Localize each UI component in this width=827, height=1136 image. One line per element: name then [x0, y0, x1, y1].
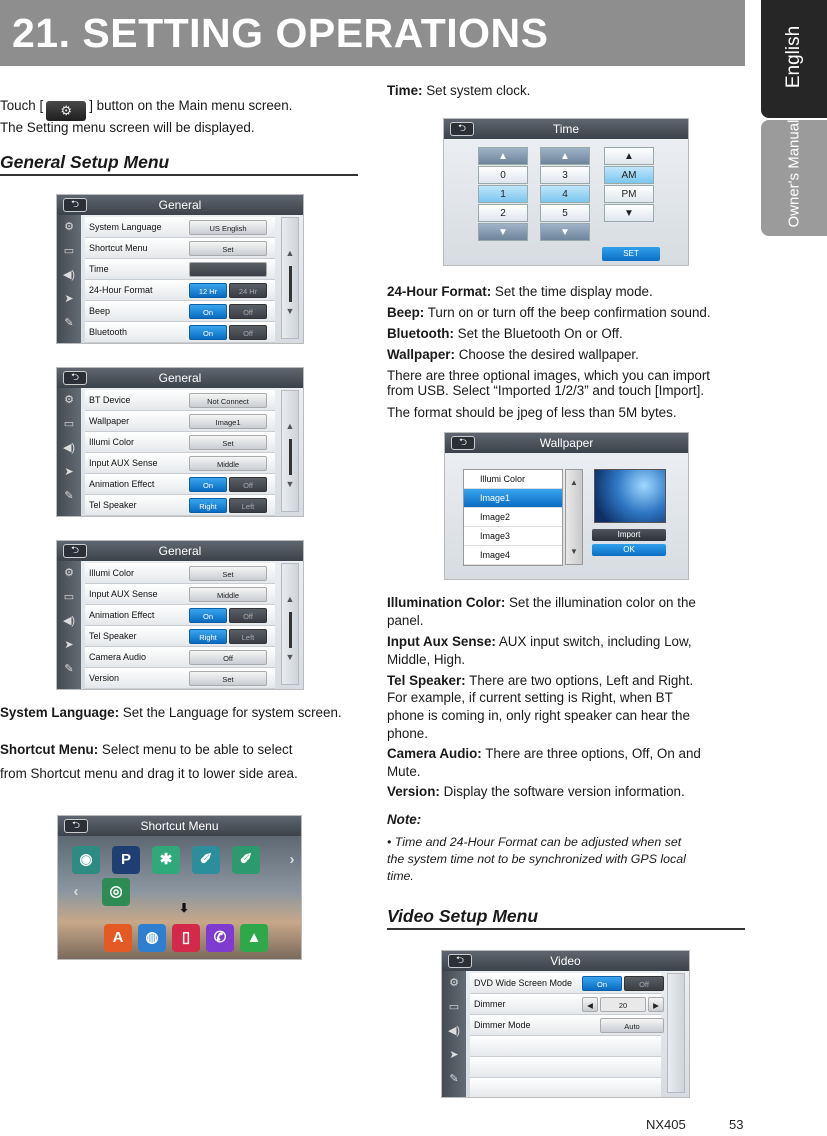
minute-down-icon[interactable]: ▼	[540, 223, 590, 241]
minute-value: 3	[540, 166, 590, 184]
term: Illumination Color:	[387, 595, 506, 610]
minute-value-selected: 4	[540, 185, 590, 203]
back-icon: ⮌	[64, 819, 88, 833]
desc-tel-4: phone.	[387, 726, 428, 741]
screen-header: General	[57, 195, 303, 215]
shortcut-screen	[57, 815, 302, 960]
list-item[interactable]: Image4	[464, 546, 562, 565]
on-toggle[interactable]: On	[189, 608, 227, 623]
on-toggle[interactable]: On	[189, 304, 227, 319]
setting-row[interactable]	[85, 495, 275, 516]
display-icon: ▭	[448, 1001, 460, 1013]
row-label: Wallpaper	[89, 416, 130, 426]
wallpaper-para-1: There are three optional images, which you can import	[387, 368, 711, 383]
gear-icon: ⚙	[64, 221, 74, 233]
definition: AUX input switch, including Low,	[495, 634, 692, 649]
value-button[interactable]: Set	[189, 435, 267, 450]
on-toggle[interactable]: On	[189, 325, 227, 340]
back-icon: ⮌	[63, 544, 87, 558]
term: Tel Speaker:	[387, 673, 466, 688]
row-label: Bluetooth	[89, 327, 128, 337]
general-section-title: General Setup Menu	[0, 152, 170, 172]
wallpaper-screen	[444, 432, 689, 580]
am-value: AM	[604, 166, 654, 184]
value-button[interactable]: Set	[189, 566, 267, 581]
nav-icon: ➤	[449, 1049, 459, 1061]
row-label: 24-Hour Format	[89, 285, 153, 295]
general-screen-1	[56, 194, 304, 344]
value-button[interactable]: Middle	[189, 587, 267, 602]
scroll-thumb	[289, 266, 292, 302]
page-number: 53	[729, 1117, 744, 1132]
empty-row	[470, 1057, 661, 1078]
dimmer-value: 20	[600, 997, 646, 1012]
settings-rows	[470, 973, 661, 1098]
setting-row[interactable]	[85, 280, 275, 301]
decrease-icon[interactable]: ◀	[582, 997, 598, 1012]
on-toggle[interactable]: Right	[189, 498, 227, 513]
note-line-2: the system time not to be synchronized with GPS local	[387, 852, 686, 866]
term: 24-Hour Format:	[387, 284, 492, 299]
back-icon: ⮌	[63, 371, 87, 385]
settings-rows	[85, 217, 275, 343]
globe-icon: ◍	[138, 924, 166, 952]
phone-icon: ✆	[206, 924, 234, 952]
gear-icon: ⚙	[449, 977, 459, 989]
page-title: 21. SETTING OPERATIONS	[12, 10, 549, 56]
setting-row[interactable]	[85, 453, 275, 474]
setting-row[interactable]	[85, 301, 275, 322]
desc-24hour	[387, 282, 653, 301]
model-name: NX405	[646, 1117, 686, 1132]
setting-row[interactable]	[85, 474, 275, 495]
definition: There are three options, Off, On and	[481, 746, 701, 761]
list-item-selected[interactable]: Image1	[464, 489, 562, 508]
on-toggle[interactable]: 12 Hr	[189, 283, 227, 298]
list-item[interactable]: Image2	[464, 508, 562, 527]
off-toggle[interactable]: Off	[229, 608, 267, 623]
term: System Language:	[0, 705, 120, 720]
wallpaper-para-3: The format should be jpeg of less than 5M bytes.	[387, 405, 677, 420]
tool-icon: ✐	[192, 846, 220, 874]
value-button[interactable]: Set	[189, 671, 267, 686]
value-button[interactable]	[189, 262, 267, 277]
row-label: Time	[89, 264, 109, 274]
term: Version:	[387, 784, 440, 799]
setting-row[interactable]	[85, 668, 275, 689]
definition: There are two options, Left and Right.	[465, 673, 694, 688]
category-column	[442, 971, 466, 1097]
scroll-up-icon[interactable]: ▲	[570, 478, 578, 487]
general-screen-2	[56, 367, 304, 517]
desc-aux-2: Middle, High.	[387, 652, 466, 667]
setting-row[interactable]	[85, 563, 275, 584]
note-line-3: time.	[387, 869, 414, 883]
set-button[interactable]: SET	[602, 247, 660, 261]
scroll-down-icon: ▼	[285, 306, 295, 316]
parking-icon: P	[112, 846, 140, 874]
back-icon: ⮌	[63, 198, 87, 212]
row-label: Beep	[89, 306, 111, 316]
screen-header: General	[57, 541, 303, 561]
value-button[interactable]: Image1	[189, 414, 267, 429]
row-label: System Language	[89, 222, 162, 232]
setting-row[interactable]	[85, 259, 275, 280]
definition: Set the Language for system screen.	[119, 705, 342, 720]
category-column	[57, 215, 81, 343]
apps-icon: A	[104, 924, 132, 952]
desc-shortcut-menu-2: from Shortcut menu and drag it to lower side area.	[0, 766, 298, 781]
empty-row	[470, 1036, 661, 1057]
desc-version	[387, 782, 685, 801]
desc-illumination	[387, 593, 696, 612]
scroll-thumb	[289, 439, 292, 475]
scrollbar	[281, 563, 299, 685]
section-divider	[0, 174, 358, 176]
general-screen-3	[56, 540, 304, 690]
row-label: Illumi Color	[89, 568, 135, 578]
hour-up-icon[interactable]: ▲	[478, 147, 528, 165]
value-button[interactable]: Set	[189, 241, 267, 256]
off-toggle[interactable]: Off	[229, 325, 267, 340]
term: Camera Audio:	[387, 746, 482, 761]
hour-value-selected: 1	[478, 185, 528, 203]
section-divider	[387, 928, 745, 930]
definition: Set the Bluetooth On or Off.	[453, 326, 623, 341]
bluetooth-icon: ✱	[152, 846, 180, 874]
row-label: Shortcut Menu	[89, 243, 148, 253]
note-line-1: • Time and 24-Hour Format can be adjusted when set	[387, 835, 682, 849]
back-icon: ⮌	[448, 954, 472, 968]
scroll-up-icon: ▲	[285, 594, 295, 604]
setting-row[interactable]	[85, 411, 275, 432]
video-section-title: Video Setup Menu	[387, 906, 539, 926]
list-item[interactable]: Image3	[464, 527, 562, 546]
scroll-up-icon: ▲	[285, 248, 295, 258]
row-label: Animation Effect	[89, 479, 155, 489]
term: Bluetooth:	[387, 326, 454, 341]
value-button[interactable]: Middle	[189, 456, 267, 471]
setting-row[interactable]	[85, 584, 275, 605]
setting-row[interactable]	[85, 432, 275, 453]
phone-device-icon: ▯	[172, 924, 200, 952]
increase-icon[interactable]: ▶	[648, 997, 664, 1012]
tools-icon: ✎	[64, 490, 74, 502]
display-icon: ▭	[63, 418, 75, 430]
ampm-down-icon[interactable]: ▼	[604, 204, 654, 222]
scroll-up-icon: ▲	[285, 421, 295, 431]
row-label: Dimmer Mode	[474, 1020, 531, 1030]
back-icon: ⮌	[451, 436, 475, 450]
row-label: Version	[89, 673, 120, 683]
minute-up-icon[interactable]: ▲	[540, 147, 590, 165]
screen-header: General	[57, 368, 303, 388]
definition: Display the software version information.	[439, 784, 685, 799]
intro-line2: The Setting menu screen will be displayed.	[0, 120, 255, 135]
term: Wallpaper:	[387, 347, 455, 362]
setting-row-dimmer-mode[interactable]	[470, 1015, 661, 1036]
desc-aux	[387, 632, 692, 651]
desc-illumination-2: panel.	[387, 613, 424, 628]
screen-header: Video	[442, 951, 689, 971]
desc-time	[387, 81, 530, 100]
definition: Set the time display mode.	[491, 284, 653, 299]
term: Beep:	[387, 305, 425, 320]
row-label: Tel Speaker	[89, 500, 137, 510]
hour-value: 0	[478, 166, 528, 184]
definition: Set the illumination color on the	[505, 595, 696, 610]
tab-owners-manual[interactable]	[761, 120, 827, 236]
next-icon: ›	[289, 851, 295, 868]
minute-column[interactable]	[540, 147, 590, 242]
nav-icon: ➤	[64, 639, 74, 651]
value-button[interactable]: Off	[189, 650, 267, 665]
on-toggle[interactable]: Right	[189, 629, 227, 644]
term: Input Aux Sense:	[387, 634, 496, 649]
ampm-column[interactable]	[604, 147, 654, 223]
setting-row[interactable]	[85, 238, 275, 259]
setting-row-dvd-wide[interactable]	[470, 973, 661, 994]
nav-icon: ➤	[64, 466, 74, 478]
tools-icon: ✎	[64, 317, 74, 329]
off-toggle[interactable]: Off	[229, 304, 267, 319]
tab-manual-label: Owner's Manual	[785, 119, 803, 228]
back-icon: ⮌	[450, 122, 474, 136]
note-label: Note:	[387, 812, 422, 827]
navigation-icon: ▲	[240, 924, 268, 952]
display-icon: ▭	[63, 591, 75, 603]
tools-icon: ✎	[449, 1073, 459, 1085]
row-label: Illumi Color	[89, 437, 135, 447]
setting-row[interactable]	[85, 647, 275, 668]
scroll-thumb	[289, 612, 292, 648]
definition: Choose the desired wallpaper.	[454, 347, 639, 362]
row-label: BT Device	[89, 395, 131, 405]
on-toggle[interactable]: On	[189, 477, 227, 492]
row-label: Camera Audio	[89, 652, 147, 662]
dimmer-mode-value[interactable]: Auto	[600, 1018, 664, 1033]
ok-button[interactable]: OK	[592, 544, 666, 556]
tab-english-label: English	[783, 25, 804, 89]
wallpaper-para-2: from USB. Select “Imported 1/2/3” and touch [Import].	[387, 383, 705, 398]
off-toggle[interactable]: 24 Hr	[229, 283, 267, 298]
scrollbar	[281, 217, 299, 339]
settings-rows	[85, 563, 275, 689]
empty-row	[470, 1078, 661, 1098]
tools-icon: ✎	[64, 663, 74, 675]
row-label: Input AUX Sense	[89, 589, 158, 599]
value-button[interactable]: US English	[189, 220, 267, 235]
speaker-icon: ◀)	[62, 615, 76, 627]
setting-row[interactable]	[85, 626, 275, 647]
off-toggle[interactable]: Off	[229, 477, 267, 492]
desc-camera-2: Mute.	[387, 764, 421, 779]
nav-icon: ➤	[64, 293, 74, 305]
wallpaper-list[interactable]	[463, 469, 563, 566]
desc-shortcut-menu	[0, 740, 292, 759]
setting-row-dimmer[interactable]	[470, 994, 661, 1015]
prev-icon: ‹	[73, 883, 79, 900]
shortcut-area	[58, 836, 301, 959]
scrollbar	[281, 390, 299, 512]
setting-row[interactable]	[85, 217, 275, 238]
setting-row[interactable]	[85, 605, 275, 626]
desc-wallpaper	[387, 345, 639, 364]
off-toggle[interactable]: Left	[229, 498, 267, 513]
screen-header: Shortcut Menu	[58, 816, 301, 836]
off-toggle[interactable]: Left	[229, 629, 267, 644]
wallpaper-scrollbar[interactable]	[565, 469, 583, 565]
scroll-down-icon: ▼	[285, 652, 295, 662]
settings-rows	[85, 390, 275, 516]
row-label: Tel Speaker	[89, 631, 137, 641]
category-column	[57, 388, 81, 516]
speaker-icon: ◀)	[62, 269, 76, 281]
definition: Set system clock.	[422, 83, 531, 98]
tab-english[interactable]	[761, 0, 827, 118]
sc-icon-1: ◉	[72, 846, 100, 874]
desc-tel-3: phone is coming in, only right speaker can hear the	[387, 708, 690, 723]
screen-header: Time	[444, 119, 688, 139]
video-screen	[441, 950, 690, 1098]
setting-row[interactable]	[85, 390, 275, 411]
row-label: DVD Wide Screen Mode	[474, 978, 573, 988]
hour-down-icon[interactable]: ▼	[478, 223, 528, 241]
desc-system-language	[0, 703, 350, 722]
hour-value: 2	[478, 204, 528, 222]
hour-column[interactable]	[478, 147, 528, 242]
scrollbar	[667, 973, 685, 1093]
desc-camera	[387, 744, 701, 763]
minute-value: 5	[540, 204, 590, 222]
desc-bluetooth	[387, 324, 623, 343]
row-label: Animation Effect	[89, 610, 155, 620]
value-button[interactable]: Not Connect	[189, 393, 267, 408]
title-bar	[0, 0, 745, 66]
term: Shortcut Menu:	[0, 742, 99, 757]
speaker-icon: ◀)	[62, 442, 76, 454]
term: Time:	[387, 83, 423, 98]
import-button[interactable]: Import	[592, 529, 666, 541]
desc-beep	[387, 303, 711, 322]
time-screen	[443, 118, 689, 266]
display-icon: ▭	[63, 245, 75, 257]
desc-tel-2: For example, if current setting is Right, when BT	[387, 690, 673, 705]
camera-icon: ◎	[102, 878, 130, 906]
nav-icon: ✐	[232, 846, 260, 874]
gear-icon: ⚙	[46, 101, 86, 121]
off-toggle[interactable]: Off	[624, 976, 664, 991]
pm-value: PM	[604, 185, 654, 203]
screen-header: Wallpaper	[445, 433, 688, 453]
category-column	[57, 561, 81, 689]
drop-arrow-icon: ⬇	[178, 901, 190, 915]
scroll-down-icon: ▼	[285, 479, 295, 489]
list-item[interactable]: Illumi Color	[464, 470, 562, 489]
on-toggle[interactable]: On	[582, 976, 622, 991]
ampm-up-icon[interactable]: ▲	[604, 147, 654, 165]
row-label: Input AUX Sense	[89, 458, 158, 468]
intro-post: ] button on the Main menu screen.	[89, 98, 293, 113]
definition: Select menu to be able to select	[98, 742, 293, 757]
gear-icon: ⚙	[64, 394, 74, 406]
scroll-down-icon[interactable]: ▼	[570, 547, 578, 556]
setting-row[interactable]	[85, 322, 275, 343]
definition: Turn on or turn off the beep confirmation sound.	[424, 305, 711, 320]
row-label: Dimmer	[474, 999, 506, 1009]
intro-pre: Touch [	[0, 98, 44, 113]
speaker-icon: ◀)	[447, 1025, 461, 1037]
gear-icon: ⚙	[64, 567, 74, 579]
wallpaper-preview	[594, 469, 666, 523]
